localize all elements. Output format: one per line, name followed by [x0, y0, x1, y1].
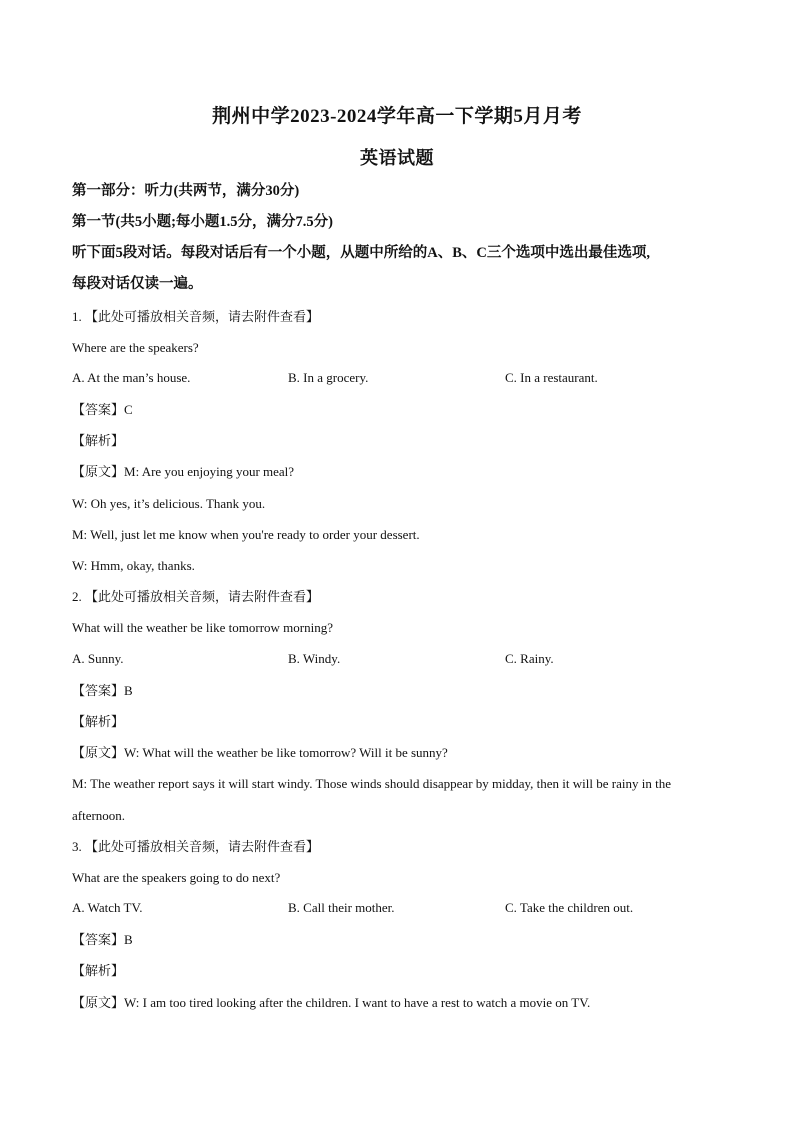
- question-1-answer: [72, 401, 732, 420]
- exam-title: 荆州中学2023-2024学年高一下学期5月月考: [212, 106, 582, 127]
- question-2-transcript-line: afternoon.: [72, 808, 126, 823]
- answer-label: 【答案】: [72, 933, 125, 948]
- question-3-options: [72, 900, 732, 918]
- question-1-options: [72, 370, 732, 388]
- exam-subtitle: 英语试题: [360, 148, 434, 168]
- question-2-analysis: [72, 713, 732, 732]
- instruction-line-2: 每段对话仅读一遍。: [72, 276, 203, 292]
- analysis-label: 【解析】: [72, 715, 125, 730]
- option-c: C. Take the children out.: [505, 900, 634, 915]
- option-b: B. Call their mother.: [288, 900, 395, 915]
- question-3-header: 3. 【此处可播放相关音频，请去附件查看】: [72, 839, 320, 854]
- instruction-line-1: 听下面5段对话。每段对话后有一个小题，从题中所给的A、B、C三个选项中选出最佳选项,: [72, 245, 650, 261]
- question-1-prompt: Where are the speakers?: [72, 340, 199, 355]
- question-2-options: [72, 651, 732, 669]
- part-heading: 第一部分：听力(共两节，满分30分): [72, 183, 300, 199]
- question-1-analysis: [72, 432, 732, 451]
- question-1-header: 1. 【此处可播放相关音频，请去附件查看】: [72, 309, 320, 324]
- option-a: A. Watch TV.: [72, 900, 143, 915]
- analysis-label: 【解析】: [72, 434, 125, 449]
- question-1-transcript-line: M: Well, just let me know when you're ready to order your dessert.: [72, 527, 420, 542]
- option-c: C. Rainy.: [505, 651, 554, 666]
- question-2-header: 2. 【此处可播放相关音频，请去附件查看】: [72, 589, 320, 604]
- section-heading: 第一节(共5小题;每小题1.5分，满分7.5分): [72, 214, 333, 230]
- original-label: 【原文】: [72, 465, 125, 480]
- question-1-transcript-line: W: Oh yes, it’s delicious. Thank you.: [72, 496, 266, 511]
- option-b: B. In a grocery.: [288, 370, 369, 385]
- question-2-transcript-line: M: The weather report says it will start windy. Those winds should disappear by midday, then it will be rainy in the: [72, 776, 671, 791]
- answer-label: 【答案】: [72, 403, 125, 418]
- question-2-prompt: What will the weather be like tomorrow morning?: [72, 620, 334, 635]
- question-3-prompt: What are the speakers going to do next?: [72, 870, 281, 885]
- question-3-answer: [72, 931, 732, 950]
- original-label: 【原文】: [72, 996, 125, 1011]
- answer-value: C: [124, 402, 133, 417]
- question-3-transcript-line: [72, 994, 732, 1013]
- question-3-analysis: [72, 962, 732, 981]
- analysis-label: 【解析】: [72, 964, 125, 979]
- transcript-text: M: Are you enjoying your meal?: [124, 464, 295, 479]
- answer-value: B: [124, 932, 133, 947]
- question-1-transcript-line: [72, 463, 732, 482]
- option-a: A. Sunny.: [72, 651, 124, 666]
- question-2-answer: [72, 682, 732, 701]
- question-1-transcript-line: W: Hmm, okay, thanks.: [72, 558, 195, 573]
- option-b: B. Windy.: [288, 651, 341, 666]
- answer-label: 【答案】: [72, 684, 125, 699]
- question-2-transcript-line: [72, 744, 732, 763]
- answer-value: B: [124, 683, 133, 698]
- original-label: 【原文】: [72, 746, 125, 761]
- transcript-text: W: What will the weather be like tomorrow? Will it be sunny?: [124, 745, 448, 760]
- option-a: A. At the man’s house.: [72, 370, 191, 385]
- option-c: C. In a restaurant.: [505, 370, 598, 385]
- transcript-text: W: I am too tired looking after the children. I want to have a rest to watch a movie on TV.: [124, 995, 591, 1010]
